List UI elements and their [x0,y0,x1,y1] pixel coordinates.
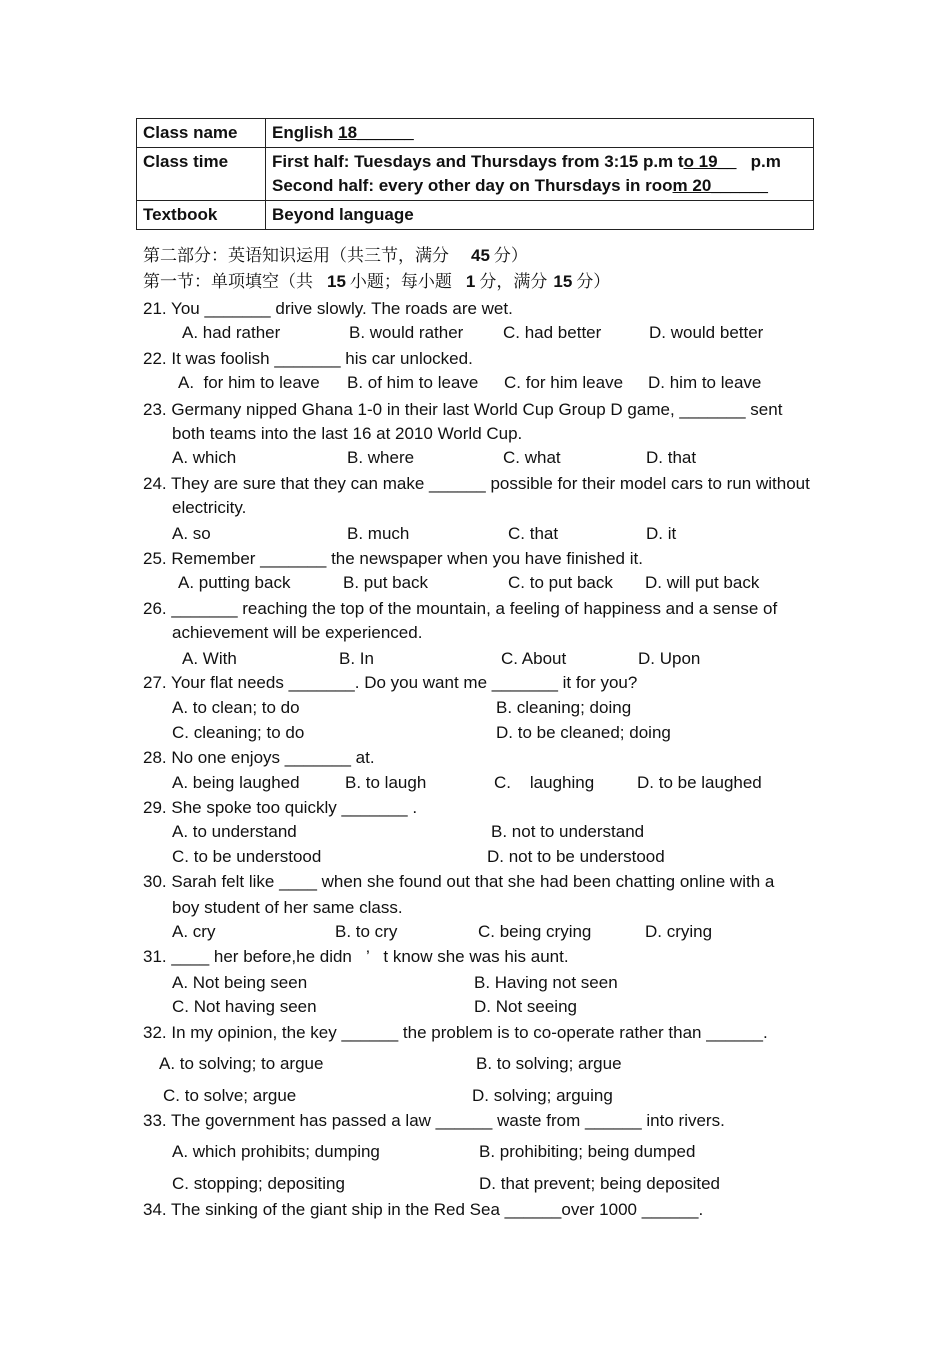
textbook-value: Beyond language [266,201,814,230]
question-27-stem: 27. Your flat needs _______. Do you want me _______ it for you? [143,673,638,692]
question-31-stem: 31. ____ her before,he didn ’ t know she was his aunt. [143,947,569,966]
second-half-text: Second half: every other day on Thursdays in roo [272,176,673,195]
q30-option-a: A. cry [172,922,216,941]
q32-option-d: D. solving; arguing [472,1086,613,1105]
question-23-stem: 23. Germany nipped Ghana 1-0 in their last World Cup Group D game, _______ sent [143,400,783,419]
question-21-stem: 21. You _______ drive slowly. The roads are wet. [143,299,513,318]
q33-option-b: B. prohibiting; being dumped [479,1142,696,1161]
class-time-label: Class time [137,148,266,201]
q28-option-b: B. to laugh [345,773,427,792]
question-26-stem-2: achievement will be experienced. [172,623,423,642]
question-30-stem: 30. Sarah felt like ____ when she found out that she had been chatting online with a [143,872,775,891]
q29-option-d: D. not to be understood [487,847,665,866]
q23-option-a: A. which [172,448,237,467]
q24-option-d: D. it [646,524,677,543]
part-two-heading [143,245,528,267]
q30-option-d: D. crying [645,922,713,941]
section-one-text-3: 分，满分 [479,272,548,291]
q23-option-b: B. where [347,448,415,467]
q27-option-a: A. to clean; to do [172,698,300,717]
first-half-line [272,150,807,174]
question-29-stem: 29. She spoke too quickly _______ . [143,798,418,817]
q21-option-c: C. had better [503,323,602,342]
q32-option-a: A. to solving; to argue [159,1054,324,1073]
question-26-stem: 26. _______ reaching the top of the mountain, a feeling of happiness and a sense of [143,599,778,618]
section-one-text: 第一节：单项填空（共 [143,272,313,291]
section-one-total: 15 [553,272,573,291]
class-info-table [136,118,814,230]
section-one-unit: 分） [576,272,611,291]
part-two-text: 第二部分：英语知识运用（共三节，满分 [143,246,449,265]
q22-option-b: B. of him to leave [347,373,479,392]
class-name-row [137,119,814,148]
q25-option-c: C. to put back [508,573,613,592]
question-25-stem: 25. Remember _______ the newspaper when you have finished it. [143,549,643,568]
part-two-score: 45 [471,246,490,265]
q22-option-d: D. him to leave [648,373,762,392]
first-half-text: First half: Tuesdays and Thursdays from 3:15 p.m t [272,152,684,171]
q31-option-c: C. Not having seen [172,997,317,1016]
question-30-stem-2: boy student of her same class. [172,898,403,917]
q28-option-d: D. to be laughed [637,773,762,792]
question-34-stem: 34. The sinking of the giant ship in the Red Sea ______over 1000 ______. [143,1200,704,1219]
section-one-per: 1 [465,272,476,291]
q27-option-d: D. to be cleaned; doing [496,723,671,742]
class-time-cell [266,148,814,201]
q24-option-a: A. so [172,524,211,543]
first-half-value: o 19__ [683,152,737,171]
textbook-row [137,201,814,230]
q27-option-c: C. cleaning; to do [172,723,305,742]
q33-option-d: D. that prevent; being deposited [479,1174,720,1193]
q24-option-b: B. much [347,524,410,543]
class-name-label: Class name [137,119,266,148]
q21-option-d: D. would better [649,323,764,342]
q23-option-d: D. that [646,448,697,467]
textbook-label: Textbook [137,201,266,230]
q25-option-d: D. will put back [645,573,760,592]
q31-option-b: B. Having not seen [474,973,618,992]
q32-option-c: C. to solve; argue [163,1086,297,1105]
question-22-stem: 22. It was foolish _______ his car unlocked. [143,349,473,368]
q31-option-a: A. Not being seen [172,973,308,992]
q26-option-c: C. About [501,649,567,668]
question-24-stem-2: electricity. [172,498,247,517]
q30-option-c: C. being crying [478,922,592,941]
q21-option-a: A. had rather [182,323,281,342]
first-half-suffix: p.m [736,152,781,171]
section-one-count: 15 [327,272,346,291]
q28-option-a: A. being laughed [172,773,300,792]
q29-option-b: B. not to understand [491,822,645,841]
q26-option-a: A. With [182,649,237,668]
q29-option-c: C. to be understood [172,847,322,866]
q29-option-a: A. to understand [172,822,297,841]
q32-option-b: B. to solving; argue [476,1054,622,1073]
q26-option-b: B. In [339,649,374,668]
class-name-prefix: English [272,123,339,142]
section-one-text-2: 小题；每小题 [349,272,452,291]
question-33-stem: 33. The government has passed a law ______ waste from ______ into rivers. [143,1111,725,1130]
question-32-stem: 32. In my opinion, the key ______ the problem is to co-operate rather than ______. [143,1023,768,1042]
q22-option-c: C. for him leave [504,373,624,392]
class-name-cell [266,119,814,148]
section-one-heading [143,271,610,293]
question-24-stem: 24. They are sure that they can make ______ possible for their model cars to run without [143,474,810,493]
q25-option-b: B. put back [343,573,429,592]
q24-option-c: C. that [508,524,559,543]
q22-option-a: A. for him to leave [178,373,320,392]
q28-option-c: C. laughing [494,773,595,792]
q23-option-c: C. what [503,448,561,467]
class-time-row [137,148,814,201]
second-half-line [272,174,807,198]
q31-option-d: D. Not seeing [474,997,577,1016]
class-name-value: 18______ [338,123,414,142]
question-28-stem: 28. No one enjoys _______ at. [143,748,375,767]
q30-option-b: B. to cry [335,922,398,941]
question-23-stem-2: both teams into the last 16 at 2010 World Cup. [172,424,523,443]
q33-option-c: C. stopping; depositing [172,1174,345,1193]
q21-option-b: B. would rather [349,323,464,342]
q26-option-d: D. Upon [638,649,701,668]
q33-option-a: A. which prohibits; dumping [172,1142,380,1161]
second-half-value: m 20______ [672,176,769,195]
q25-option-a: A. putting back [178,573,291,592]
q27-option-b: B. cleaning; doing [496,698,632,717]
part-two-unit: 分） [493,246,528,265]
